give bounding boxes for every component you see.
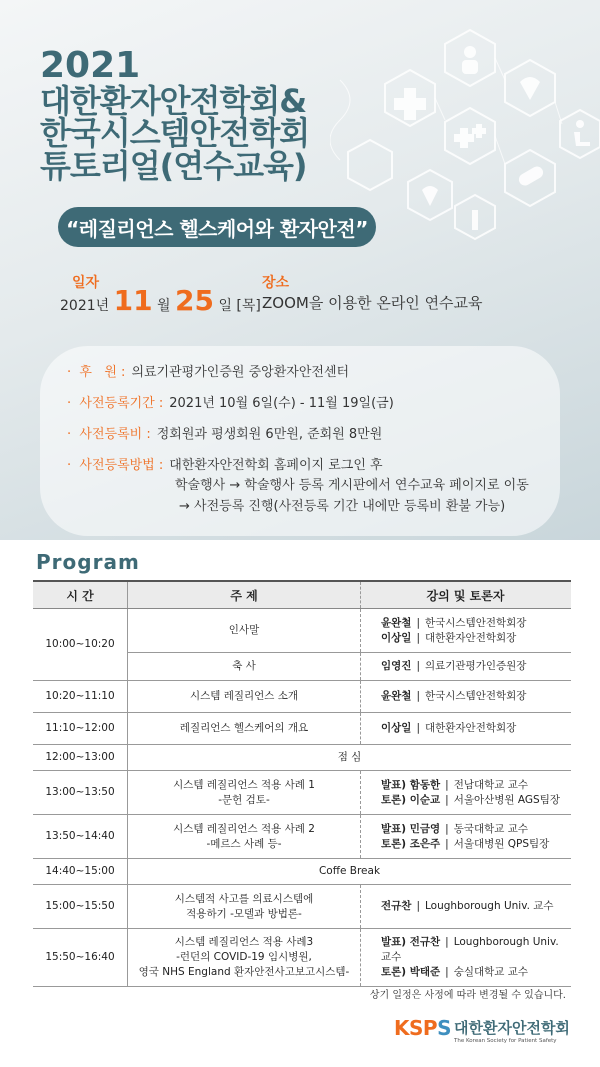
speaker-affiliation: Loughborough Univ. 교수 — [381, 936, 559, 963]
logo-text: KSP — [394, 1016, 438, 1040]
separator: | — [416, 722, 420, 734]
separator: | — [445, 822, 449, 835]
header-topic: 주 제 — [128, 581, 361, 609]
speaker-cell — [361, 771, 572, 815]
title-line-3: 튜토리얼(연수교육) — [40, 146, 307, 185]
topic-cell — [128, 771, 361, 815]
table-row — [33, 745, 571, 771]
time-cell: 15:50~16:40 — [33, 929, 128, 987]
sponsor-label: · 후 원 : — [67, 365, 126, 380]
speaker-name: 발표) 함동한 — [381, 778, 441, 791]
separator: | — [445, 778, 449, 791]
date-day: 25 — [175, 284, 214, 317]
info-fee — [67, 423, 529, 454]
separator: | — [416, 616, 420, 629]
topic-line: -메르스 사례 등- — [206, 837, 282, 850]
date-month-unit: 월 — [157, 298, 171, 314]
program-heading: Program — [36, 550, 140, 574]
pill-icon — [517, 164, 546, 187]
speaker-name: 이상일 — [381, 722, 412, 734]
table-row — [33, 885, 571, 929]
topic-cell — [128, 929, 361, 987]
speaker-cell — [361, 609, 572, 653]
topic-line: -런던의 COVID-19 임시병원, — [176, 951, 312, 963]
info-sponsor — [67, 361, 529, 392]
speaker-cell — [361, 713, 572, 745]
date-year: 2021년 — [60, 298, 110, 314]
dna-icon — [330, 80, 350, 160]
prereg-period-label: · 사전등록기간 : — [67, 396, 164, 411]
medical-cross-icon — [454, 134, 474, 142]
table-row — [33, 681, 571, 713]
speaker-cell — [361, 681, 572, 713]
speaker-name: 토론) 조은주 — [381, 837, 441, 850]
info-list — [67, 361, 529, 517]
table-row — [33, 713, 571, 745]
fee-label: · 사전등록비 : — [67, 427, 151, 442]
separator: | — [416, 690, 420, 702]
doctor-icon — [464, 46, 476, 58]
heart-pulse-icon — [520, 77, 540, 100]
table-header — [33, 581, 571, 609]
sponsor-value: 의료기관평가인증원 중앙환자안전센터 — [131, 365, 350, 380]
ksps-logo — [394, 1016, 451, 1040]
heart-icon — [422, 186, 438, 206]
topic-line: 적용하기 -모델과 방법론- — [186, 907, 302, 920]
speaker-name: 발표) 전규찬 — [381, 936, 441, 948]
method-value-1: 대한환자안전학회 홈페이지 로그인 후 — [169, 458, 383, 473]
method-label: · 사전등록방법 : — [67, 458, 164, 473]
speaker-cell — [361, 815, 572, 859]
time-cell: 15:00~15:50 — [33, 885, 128, 929]
header-time: 시 간 — [33, 581, 128, 609]
info-prereg-period — [67, 392, 529, 423]
speaker-affiliation: 한국시스템안전학회장 — [424, 616, 527, 629]
speaker-name: 토론) 박태준 — [381, 966, 441, 978]
title-line-1: 대한환자안전학회& — [40, 81, 307, 120]
header-speakers: 강의 및 토론자 — [361, 581, 572, 609]
caduceus-icon — [472, 210, 478, 230]
topic-line: 시스템 레질리언스 적용 사례3 — [174, 936, 314, 948]
footer-logo — [394, 1016, 570, 1044]
table-row — [33, 815, 571, 859]
topic-line: -문헌 검토- — [218, 793, 270, 806]
separator: | — [445, 837, 449, 850]
topic-cell — [128, 815, 361, 859]
title-block — [40, 45, 310, 185]
topic-line: 영국 NHS England 환자안전사고보고시스템- — [138, 966, 350, 978]
speaker-cell — [361, 929, 572, 987]
fee-value: 정회원과 평생회원 6만원, 준회원 8만원 — [156, 427, 383, 442]
topic-cell: Coffe Break — [128, 859, 572, 885]
speaker-name: 임영진 — [381, 660, 412, 672]
title-line-2: 한국시스템안전학회 — [40, 114, 310, 153]
time-cell: 13:50~14:40 — [33, 815, 128, 859]
speaker-affiliation: 서울대병원 QPS팀장 — [453, 837, 550, 850]
speaker-affiliation: 서울아산병원 AGS팀장 — [453, 793, 560, 806]
time-cell: 12:00~13:00 — [33, 745, 128, 771]
table-row — [33, 771, 571, 815]
speaker-affiliation: 대한환자안전학회장 — [424, 722, 517, 734]
society-name: 대한환자안전학회 — [454, 1019, 570, 1037]
speaker-affiliation: 숭실대학교 교수 — [453, 966, 529, 978]
topic-cell — [128, 885, 361, 929]
cross-icon — [394, 98, 426, 110]
topic-line: 시스템 레질리언스 적용 사례 2 — [173, 822, 315, 835]
speaker-affiliation: 의료기관평가인증원장 — [424, 660, 527, 672]
table-row — [33, 609, 571, 653]
date-day-unit: 일 [목] — [218, 298, 261, 314]
topic-cell: 시스템 레질리언스 소개 — [128, 681, 361, 713]
separator: | — [416, 900, 420, 912]
speaker-name: 윤완철 — [381, 690, 412, 702]
topic-cell: 점 심 — [128, 745, 572, 771]
time-cell: 11:10~12:00 — [33, 713, 128, 745]
time-cell: 10:20~11:10 — [33, 681, 128, 713]
speaker-name: 전규찬 — [381, 900, 412, 912]
time-cell: 10:00~10:20 — [33, 609, 128, 681]
place-value: ZOOM을 이용한 온라인 연수교육 — [262, 294, 483, 312]
speaker-affiliation: 동국대학교 교수 — [453, 822, 529, 835]
subtitle-banner: “레질리언스 헬스케어와 환자안전” — [58, 207, 376, 247]
table-row — [33, 929, 571, 987]
logo-text-s: S — [437, 1016, 451, 1040]
speaker-name: 발표) 민금영 — [381, 822, 441, 835]
topic-line: 시스템 레질리언스 적용 사례 1 — [173, 778, 315, 791]
speaker-cell — [361, 653, 572, 681]
table-row — [33, 859, 571, 885]
event-date — [60, 284, 261, 317]
speaker-affiliation: Loughborough Univ. 교수 — [424, 900, 554, 912]
title-year: 2021 — [40, 45, 141, 86]
place-label: 장소 — [262, 275, 290, 291]
method-value-3: → 사전등록 진행(사전등록 기간 내에만 등록비 환불 가능) — [179, 499, 506, 514]
date-month: 11 — [113, 284, 153, 317]
date-label: 일자 — [72, 275, 100, 291]
topic-cell: 축 사 — [128, 653, 361, 681]
speaker-cell — [361, 885, 572, 929]
speaker-affiliation: 전남대학교 교수 — [453, 778, 529, 791]
separator: | — [416, 631, 420, 644]
speaker-name: 이상일 — [381, 631, 412, 644]
speaker-name: 윤완철 — [381, 616, 412, 629]
speaker-name: 토론) 이순교 — [381, 793, 441, 806]
topic-cell: 레질리언스 헬스케어의 개요 — [128, 713, 361, 745]
topic-line: 시스템적 사고를 의료시스템에 — [174, 892, 314, 905]
speaker-affiliation: 한국시스템안전학회장 — [424, 690, 527, 702]
society-name-english: The Korean Society for Patient Safety — [454, 1038, 557, 1044]
schedule-note: 상기 일정은 사정에 따라 변경될 수 있습니다. — [369, 990, 566, 1001]
time-cell: 14:40~15:00 — [33, 859, 128, 885]
separator: | — [445, 936, 449, 948]
speaker-affiliation: 대한환자안전학회장 — [424, 631, 517, 644]
info-method — [67, 454, 529, 475]
topic-cell: 인사말 — [128, 609, 361, 653]
wheelchair-icon — [576, 120, 584, 128]
separator: | — [416, 660, 420, 672]
separator: | — [445, 793, 449, 806]
program-table — [33, 580, 571, 987]
prereg-period-value: 2021년 10월 6일(수) - 11월 19일(금) — [169, 396, 394, 411]
separator: | — [445, 966, 449, 978]
method-value-2: 학술행사 → 학술행사 등록 게시판에서 연수교육 페이지로 이동 — [175, 478, 529, 493]
time-cell: 13:00~13:50 — [33, 771, 128, 815]
